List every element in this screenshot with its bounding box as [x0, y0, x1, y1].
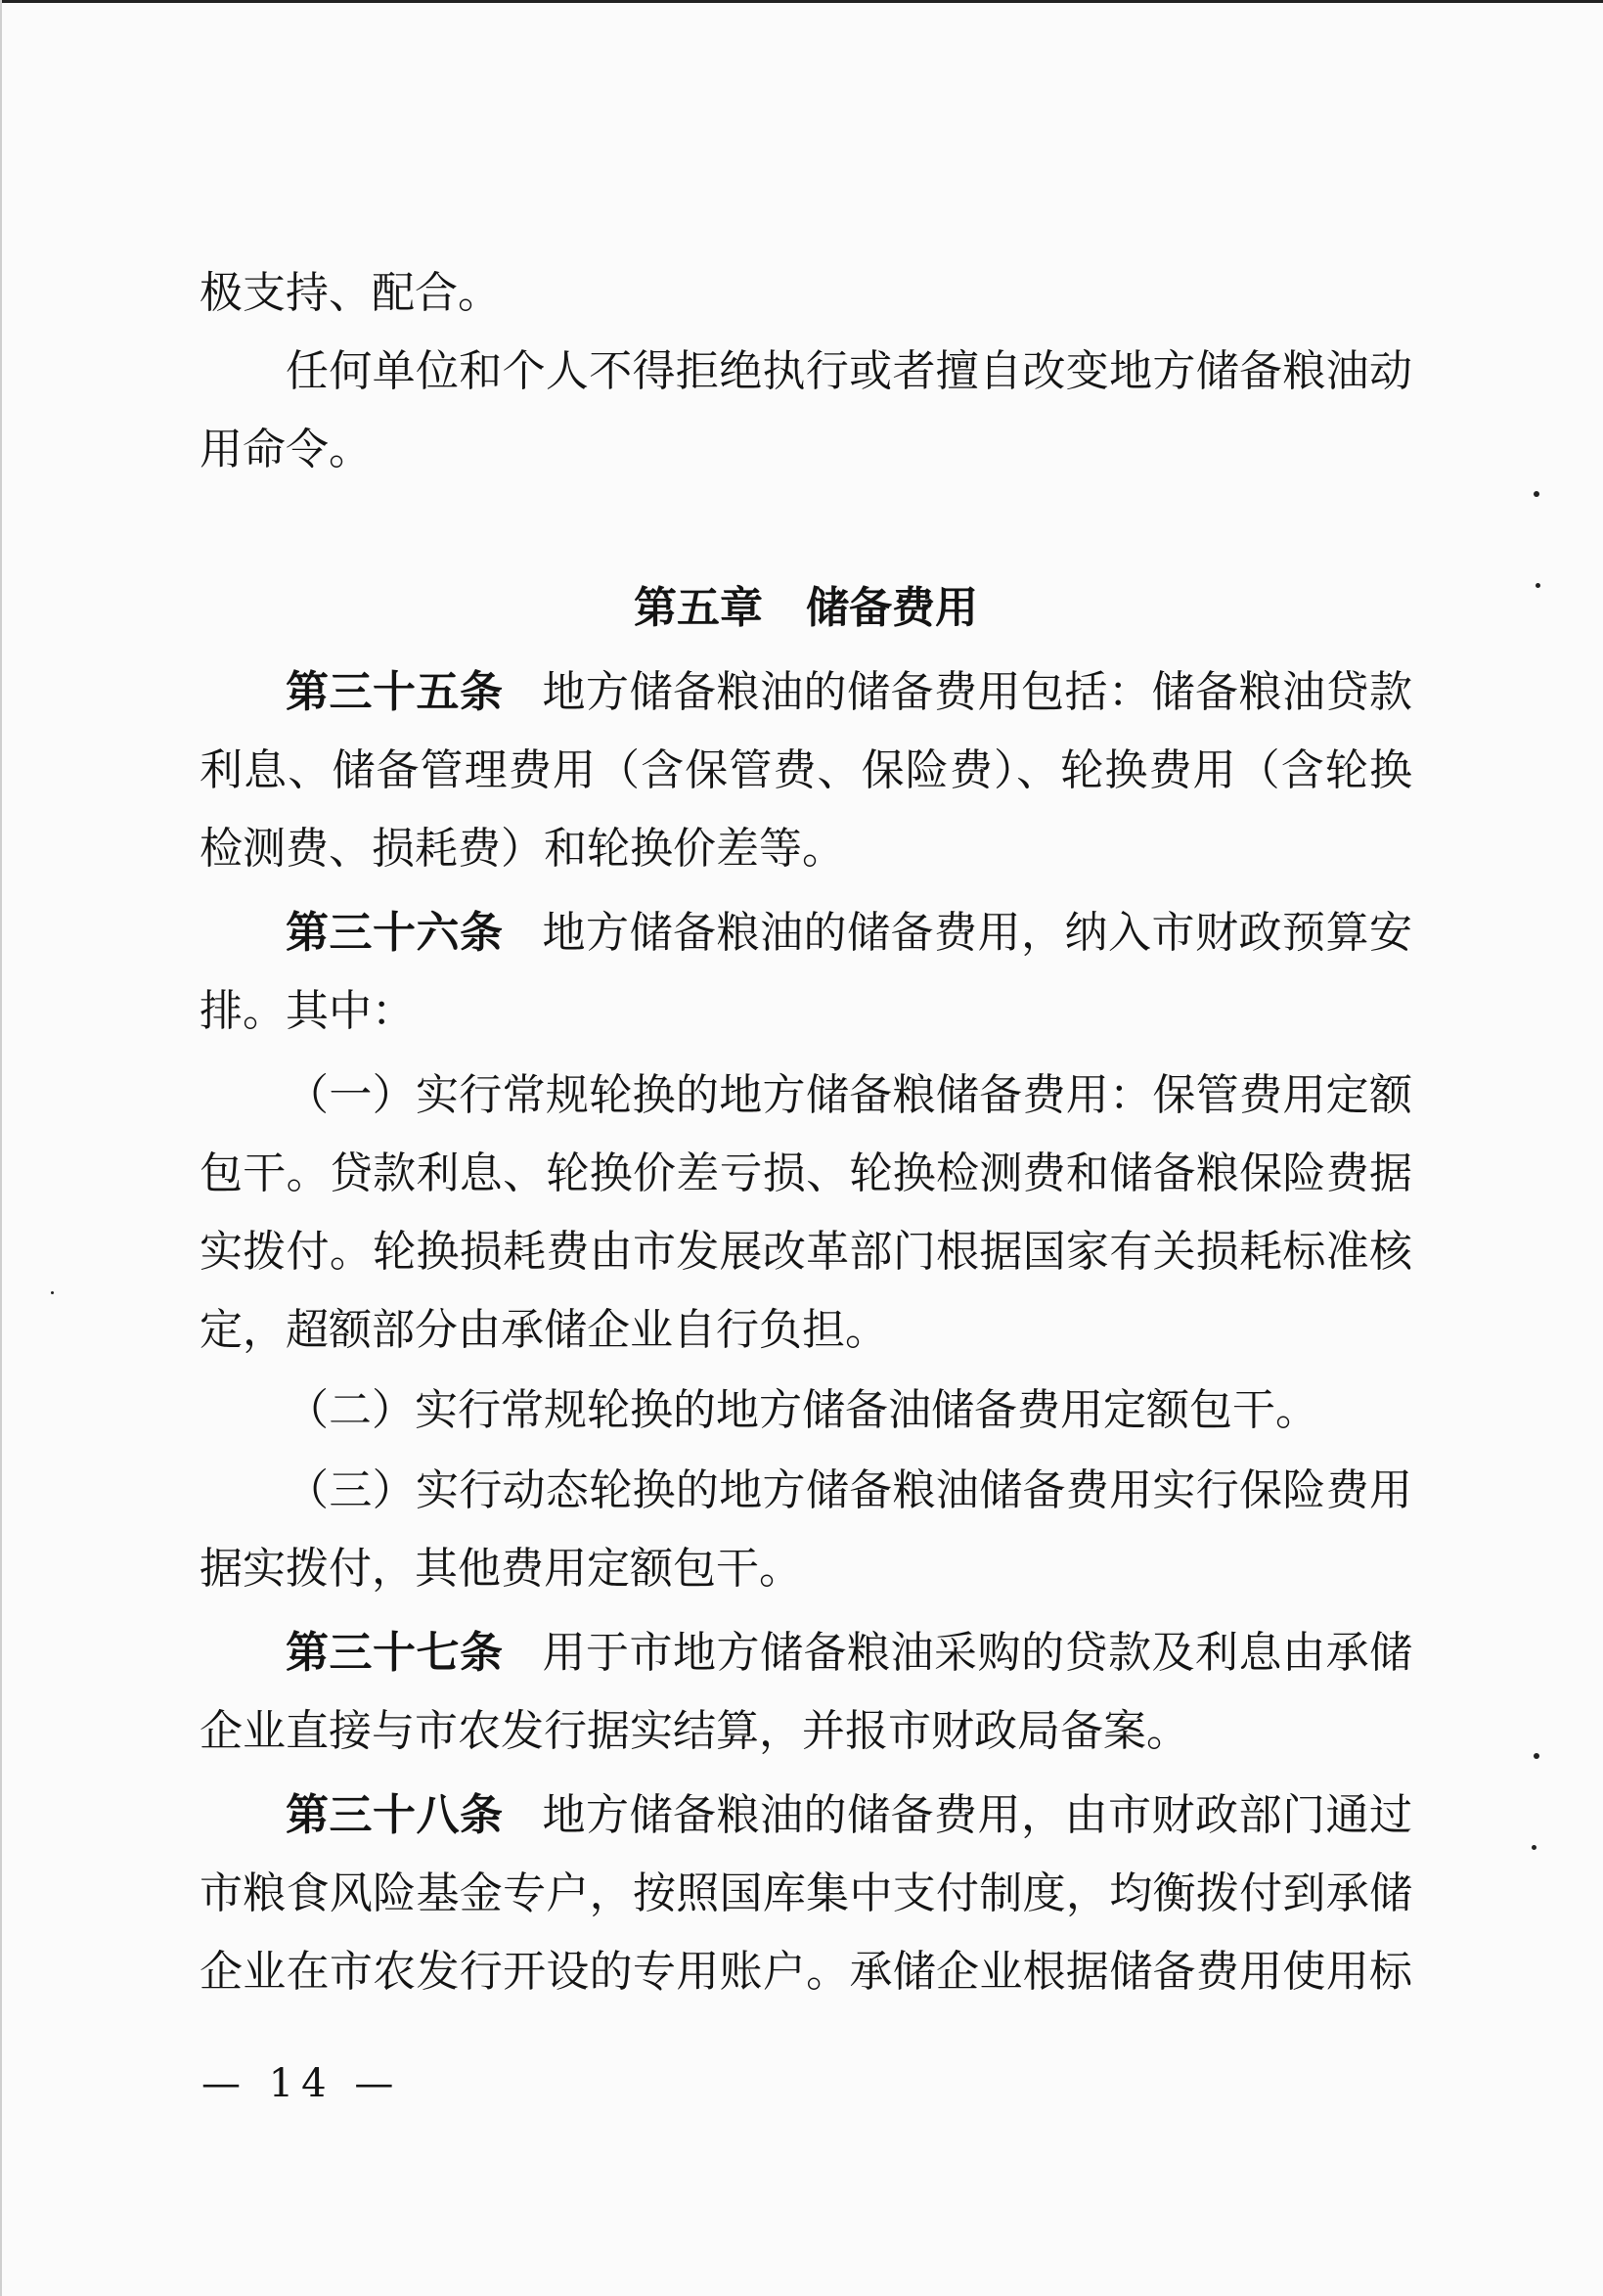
chapter-title: 第五章 储备费用 — [634, 583, 978, 633]
article-37-text-1: 用于市地方储备粮油采购的贷款及利息由承储 — [542, 1628, 1412, 1678]
article-36-line-1 — [286, 904, 1412, 963]
article-38-line-3: 企业在市农发行开设的专用账户。承储企业根据储备费用使用标 — [200, 1947, 1412, 1997]
article-36-text-1: 地方储备粮油的储备费用，纳入市财政预算安 — [542, 908, 1412, 958]
text-line-paragraph-end: 用命令。 — [200, 425, 372, 474]
article-35-line-3: 检测费、损耗费）和轮换价差等。 — [200, 824, 845, 874]
article-36-line-2: 排。其中： — [200, 986, 415, 1036]
article-37-line-2: 企业直接与市农发行据实结算，并报市财政局备案。 — [200, 1706, 1189, 1756]
article-36-item-3-line-1: （三）实行动态轮换的地方储备粮油储备费用实行保险费用 — [286, 1465, 1412, 1515]
scan-speck — [1532, 1845, 1536, 1850]
article-35-text-1: 地方储备粮油的储备费用包括：储备粮油贷款 — [542, 667, 1412, 717]
article-35-label: 第三十五条 — [286, 667, 504, 717]
article-37-label: 第三十七条 — [286, 1628, 504, 1678]
scan-border-top — [0, 0, 1603, 3]
article-37-line-1 — [286, 1624, 1412, 1683]
article-38-label: 第三十八条 — [286, 1790, 504, 1840]
text-line-continuation: 极支持、配合。 — [200, 268, 501, 318]
text-line-paragraph-start: 任何单位和个人不得拒绝执行或者擅自改变地方储备粮油动 — [286, 346, 1412, 396]
article-36-label: 第三十六条 — [286, 908, 504, 958]
scan-border-left — [0, 0, 2, 2296]
article-36-item-1-line-2: 包干。贷款利息、轮换价差亏损、轮换检测费和储备粮保险费据 — [200, 1148, 1412, 1198]
article-36-item-1-line-1: （一）实行常规轮换的地方储备粮储备费用：保管费用定额 — [286, 1070, 1412, 1120]
article-36-item-1-line-3: 实拨付。轮换损耗费由市发展改革部门根据国家有关损耗标准核 — [200, 1227, 1412, 1277]
article-38-line-2: 市粮食风险基金专户，按照国库集中支付制度，均衡拨付到承储 — [200, 1868, 1412, 1918]
article-38-line-1 — [286, 1786, 1412, 1845]
article-35-line-1 — [286, 663, 1412, 722]
article-36-item-1-line-4: 定，超额部分由承储企业自行负担。 — [200, 1305, 888, 1355]
article-36-item-3-line-2: 据实拨付，其他费用定额包干。 — [200, 1544, 802, 1594]
article-35-line-2: 利息、储备管理费用（含保管费、保险费）、轮换费用（含轮换 — [200, 745, 1412, 795]
scan-speck — [1536, 583, 1540, 588]
scan-speck — [1534, 491, 1539, 497]
scan-speck — [51, 1291, 54, 1294]
article-38-text-1: 地方储备粮油的储备费用，由市财政部门通过 — [542, 1790, 1412, 1840]
article-36-item-2: （二）实行常规轮换的地方储备油储备费用定额包干。 — [286, 1385, 1318, 1435]
page-number: — 14 — — [201, 2061, 402, 2106]
scan-speck — [1534, 1753, 1539, 1759]
